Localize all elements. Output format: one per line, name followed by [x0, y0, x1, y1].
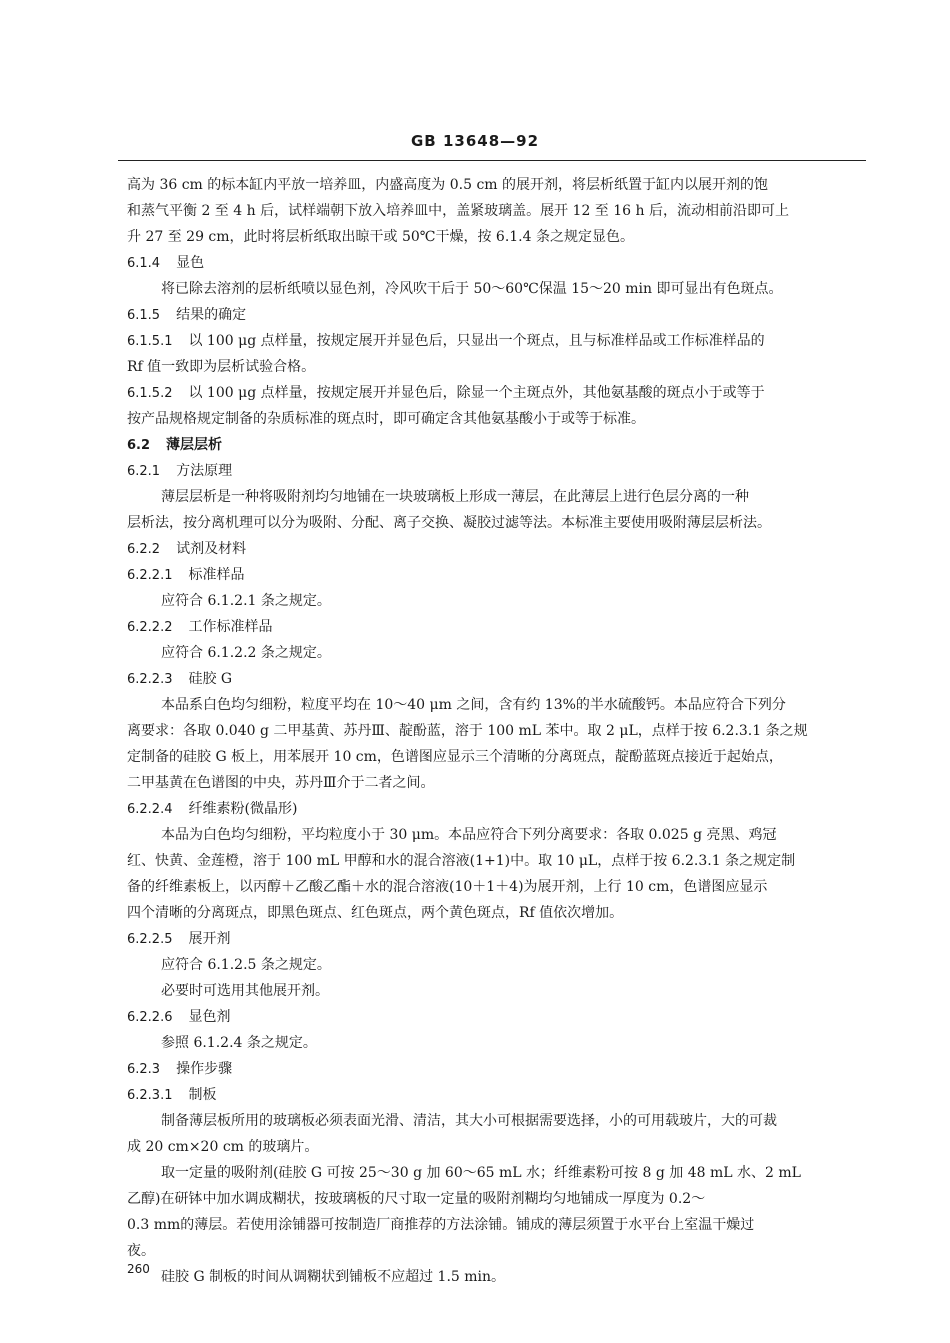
paragraph-line: Rf 值一致即为层析试验合格。: [127, 359, 316, 375]
section-number: 6.2.2.4: [127, 802, 173, 817]
section-number: 6.1.4: [127, 256, 161, 271]
paragraph-line: 四个清晰的分离斑点，即黑色斑点、红色斑点，两个黄色斑点，Rf 值依次增加。: [127, 905, 624, 921]
section-number: 6.2.2.1: [127, 568, 173, 583]
paragraph-line: 高为 36 cm 的标本缸内平放一培养皿，内盛高度为 0.5 cm 的展开剂，将层析纸置于缸内以展开剂的饱: [127, 177, 769, 193]
section-number: 6.1.5.2: [127, 386, 173, 401]
section-heading-6-2-2-6: [127, 1004, 865, 1030]
paragraph-line: 红、快黄、金莲橙，溶于 100 mL 甲醇和水的混合溶液(1+1)中。取 10 μL，点样于按 6.2.3.1 条之规定制: [127, 853, 796, 869]
paragraph-line: 夜。: [127, 1243, 155, 1259]
section-title: 结果的确定: [176, 307, 247, 323]
paragraph-line: 升 27 至 29 cm，此时将层析纸取出晾干或 50℃干燥，按 6.1.4 条之规定显色。: [127, 229, 634, 245]
document-body: [127, 172, 865, 1290]
section-number: 6.2: [127, 438, 151, 453]
section-heading-6-2-2-5: [127, 926, 865, 952]
paragraph-line: 本品为白色均匀细粉，平均粒度小于 30 μm。本品应符合下列分离要求：各取 0.025 g 亮黑、鸡冠: [161, 827, 777, 843]
section-title: 显色: [176, 255, 205, 271]
section-heading-6-2-3-1: [127, 1082, 865, 1108]
section-title: 薄层层析: [166, 437, 223, 453]
section-number: 6.2.1: [127, 464, 161, 479]
section-title: 操作步骤: [176, 1061, 233, 1077]
paragraph-line: 成 20 cm×20 cm 的玻璃片。: [127, 1139, 319, 1155]
section-title: 工作标准样品: [188, 619, 273, 635]
paragraph-line: 乙醇)在研钵中加水调成糊状，按玻璃板的尺寸取一定量的吸附剂糊均匀地铺成一厚度为 0.2～: [127, 1191, 706, 1207]
header-rule: [118, 160, 866, 161]
standard-code-header: GB 13648—92: [410, 132, 540, 150]
section-heading-6-2-1: [127, 458, 865, 484]
section-number: 6.2.3.1: [127, 1088, 173, 1103]
paragraph-line: 0.3 mm的薄层。若使用涂铺器可按制造厂商推荐的方法涂铺。铺成的薄层须置于水平台上室温干燥过: [127, 1217, 755, 1233]
paragraph-line: 离要求：各取 0.040 g 二甲基黄、苏丹Ⅲ、靛酚蓝，溶于 100 mL 苯中。取 2 μL，点样于按 6.2.3.1 条之规: [127, 723, 808, 739]
paragraph-line: 应符合 6.1.2.1 条之规定。: [161, 593, 331, 609]
paragraph-line: 薄层层析是一种将吸附剂均匀地铺在一块玻璃板上形成一薄层，在此薄层上进行色层分离的一种: [161, 489, 749, 505]
paragraph-line: 定制备的硅胶 G 板上，用苯展开 10 cm，色谱图应显示三个清晰的分离斑点，靛酚蓝斑点接近于起始点，: [127, 749, 783, 765]
section-number: 6.1.5.1: [127, 334, 173, 349]
section-heading-6-2-2-3: [127, 666, 865, 692]
section-number: 6.2.2: [127, 542, 161, 557]
paragraph-text: 以 100 μg 点样量，按规定展开并显色后，只显出一个斑点，且与标准样品或工作标准样品的: [188, 333, 765, 349]
section-heading-6-2-2-4: [127, 796, 865, 822]
section-number: 6.2.2.2: [127, 620, 173, 635]
paragraph-line: 取一定量的吸附剂(硅胶 G 可按 25～30 g 加 60～65 mL 水；纤维素粉可按 8 g 加 48 mL 水、2 mL: [161, 1165, 801, 1181]
paragraph-line: 应符合 6.1.2.5 条之规定。: [161, 957, 331, 973]
section-heading-6-1-4: [127, 250, 865, 276]
section-heading-6-2-3: [127, 1056, 865, 1082]
section-number: 6.2.2.3: [127, 672, 173, 687]
section-title: 试剂及材料: [176, 541, 247, 557]
section-heading-6-2-2: [127, 536, 865, 562]
section-heading-6-1-5: [127, 302, 865, 328]
section-title: 硅胶 G: [188, 671, 233, 687]
section-number: 6.2.2.5: [127, 932, 173, 947]
paragraph-line: 应符合 6.1.2.2 条之规定。: [161, 645, 331, 661]
page-number: 260: [127, 1262, 150, 1276]
section-title: 纤维素粉(微晶形): [188, 801, 298, 817]
section-number: 6.1.5: [127, 308, 161, 323]
section-title: 显色剂: [188, 1009, 231, 1025]
section-number: 6.2.2.6: [127, 1010, 173, 1025]
paragraph-line: 二甲基黄在色谱图的中央，苏丹Ⅲ介于二者之间。: [127, 775, 435, 791]
section-title: 方法原理: [176, 463, 233, 479]
paragraph-line: 本品系白色均匀细粉，粒度平均在 10～40 μm 之间，含有约 13%的半水硫酸钙。本品应符合下列分: [161, 697, 786, 713]
section-heading-6-2-2-1: [127, 562, 865, 588]
paragraph-text: 以 100 μg 点样量，按规定展开并显色后，除显一个主斑点外，其他氨基酸的斑点小于或等于: [188, 385, 765, 401]
section-heading-6-2: [127, 432, 865, 458]
section-heading-6-1-5-2: [127, 380, 865, 406]
section-title: 制板: [188, 1087, 217, 1103]
paragraph-line: 层析法，按分离机理可以分为吸附、分配、离子交换、凝胶过滤等法。本标准主要使用吸附薄层层析法。: [127, 515, 771, 531]
section-heading-6-2-2-2: [127, 614, 865, 640]
section-number: 6.2.3: [127, 1062, 161, 1077]
section-heading-6-1-5-1: [127, 328, 865, 354]
section-title: 标准样品: [188, 567, 245, 583]
paragraph-line: 备的纤维素板上，以丙醇＋乙酸乙酯＋水的混合溶液(10＋1＋4)为展开剂，上行 10 cm，色谱图应显示: [127, 879, 768, 895]
paragraph-line: 硅胶 G 制板的时间从调糊状到铺板不应超过 1.5 min。: [161, 1269, 506, 1285]
paragraph-line: 参照 6.1.2.4 条之规定。: [161, 1035, 317, 1051]
paragraph-line: 按产品规格规定制备的杂质标准的斑点时，即可确定含其他氨基酸小于或等于标准。: [127, 411, 645, 427]
paragraph-line: 和蒸气平衡 2 至 4 h 后，试样端朝下放入培养皿中，盖紧玻璃盖。展开 12 至 16 h 后，流动相前沿即可上: [127, 203, 789, 219]
paragraph-line: 将已除去溶剂的层析纸喷以显色剂，冷风吹干后于 50～60℃保温 15～20 min 即可显出有色斑点。: [161, 281, 783, 297]
paragraph-line: 制备薄层板所用的玻璃板必须表面光滑、清洁，其大小可根据需要选择，小的可用载玻片，大的可裁: [161, 1113, 777, 1129]
paragraph-line: 必要时可选用其他展开剂。: [161, 983, 329, 999]
section-title: 展开剂: [188, 931, 231, 947]
